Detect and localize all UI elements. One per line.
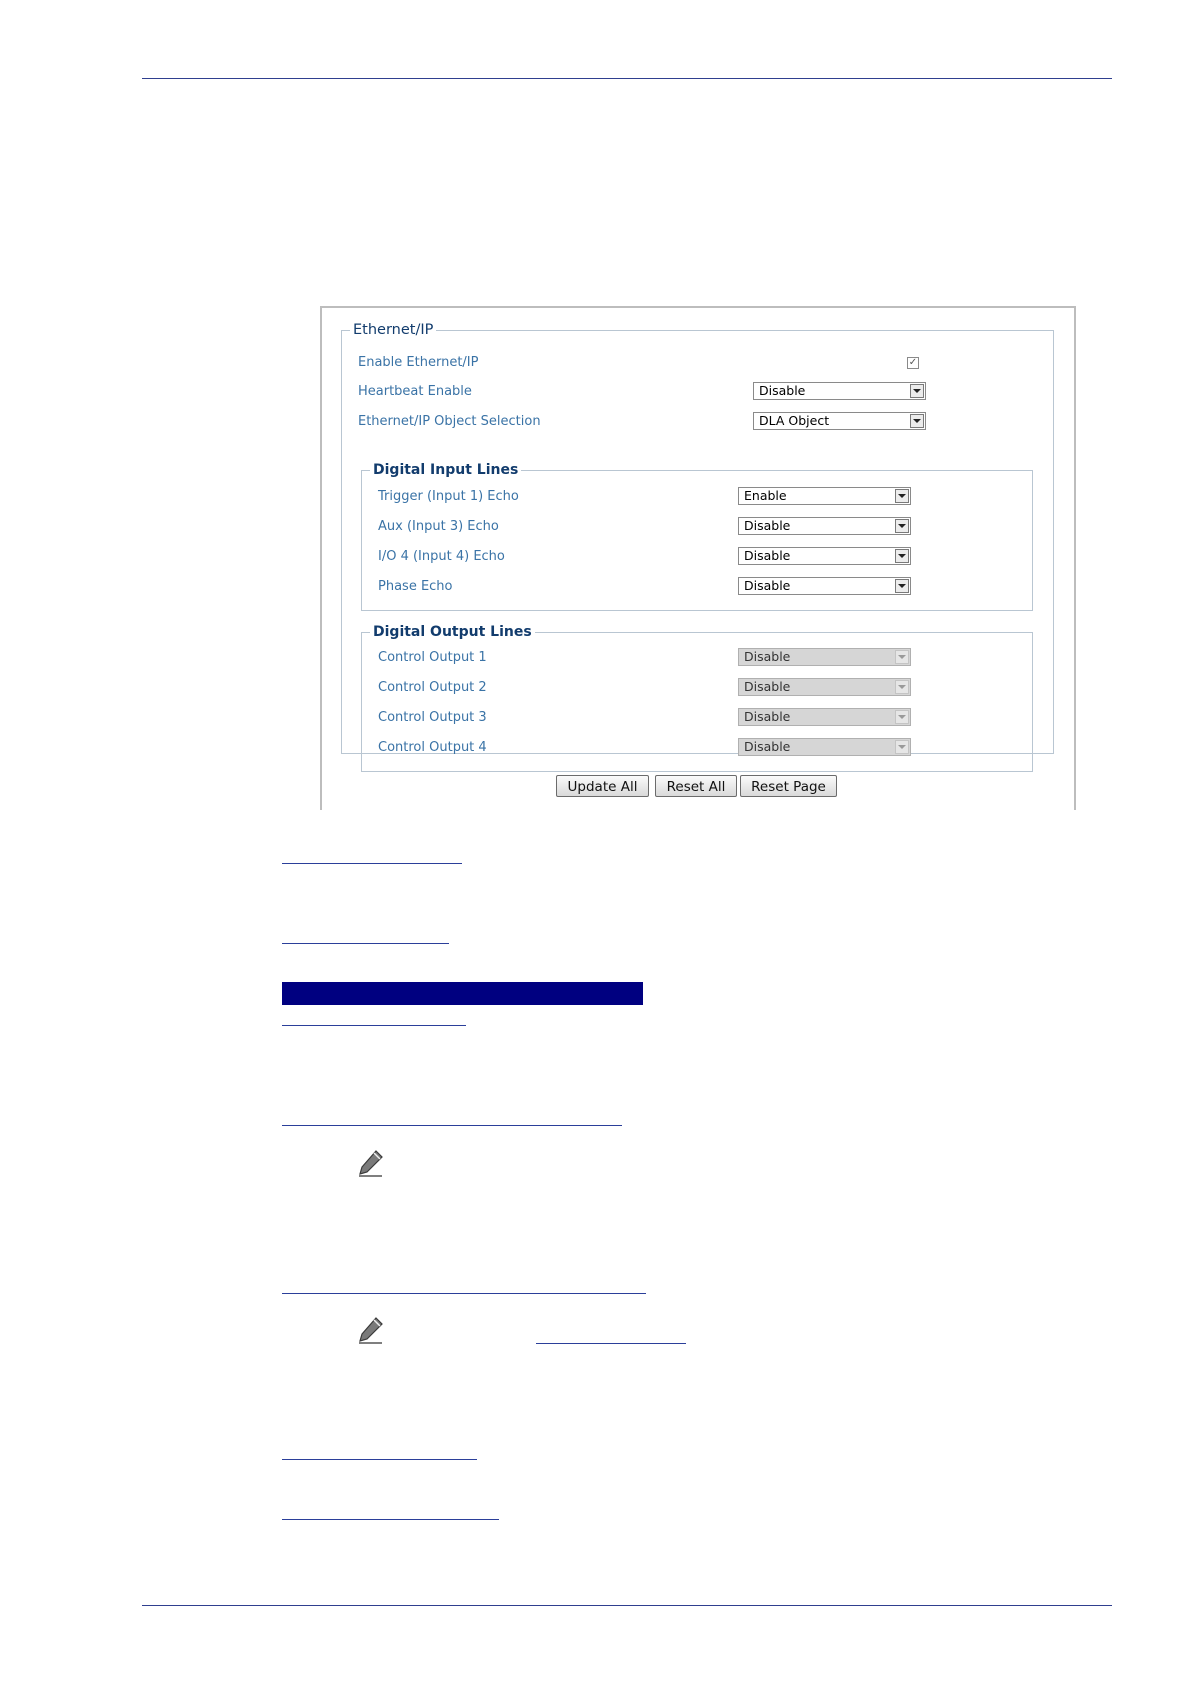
enable-ethernet-ip-checkbox[interactable]: ✓ [908, 357, 918, 368]
header-rule [142, 78, 1112, 79]
trigger-echo-label: Trigger (Input 1) Echo [378, 489, 519, 504]
link-underline[interactable] [536, 1343, 686, 1344]
heartbeat-enable-select[interactable] [753, 382, 926, 400]
digital-input-lines-group [361, 462, 1033, 611]
control-output-1-select [738, 648, 911, 666]
trigger-echo-value: Enable [744, 488, 787, 503]
control-output-4-select [738, 738, 911, 756]
io4-echo-label: I/O 4 (Input 4) Echo [378, 549, 505, 564]
aux-echo-value: Disable [744, 518, 791, 533]
section-underline [282, 1293, 646, 1294]
control-output-2-value: Disable [744, 679, 791, 694]
chevron-down-icon[interactable] [910, 384, 924, 398]
phase-echo-label: Phase Echo [378, 579, 453, 594]
control-output-2-select [738, 678, 911, 696]
chevron-down-icon[interactable] [910, 414, 924, 428]
chevron-down-icon [895, 650, 909, 664]
chevron-down-icon [895, 740, 909, 754]
digital-output-lines-legend: Digital Output Lines [373, 624, 532, 640]
chevron-down-icon [895, 680, 909, 694]
aux-echo-select[interactable] [738, 517, 911, 535]
ethernet-ip-legend: Ethernet/IP [353, 322, 434, 338]
object-selection-select[interactable] [753, 412, 926, 430]
control-output-3-label: Control Output 3 [378, 710, 487, 725]
heartbeat-enable-label: Heartbeat Enable [358, 384, 472, 399]
update-all-button[interactable]: Update All [556, 775, 649, 797]
object-selection-value: DLA Object [759, 413, 830, 428]
section-underline [282, 1125, 622, 1126]
digital-input-lines-legend: Digital Input Lines [373, 462, 519, 478]
reset-all-button[interactable]: Reset All [655, 775, 737, 797]
chevron-down-icon[interactable] [895, 549, 909, 563]
trigger-echo-select[interactable] [738, 487, 911, 505]
reset-page-button[interactable]: Reset Page [740, 775, 837, 797]
chevron-down-icon[interactable] [895, 579, 909, 593]
highlight-bar [282, 982, 643, 1005]
section-underline [282, 1519, 499, 1520]
chevron-down-icon [895, 710, 909, 724]
control-output-2-label: Control Output 2 [378, 680, 487, 695]
chevron-down-icon[interactable] [895, 489, 909, 503]
footer-rule [142, 1605, 1112, 1606]
aux-echo-label: Aux (Input 3) Echo [378, 519, 499, 534]
control-output-3-select [738, 708, 911, 726]
control-output-4-label: Control Output 4 [378, 740, 487, 755]
control-output-1-label: Control Output 1 [378, 650, 487, 665]
control-output-4-value: Disable [744, 739, 791, 754]
control-output-1-value: Disable [744, 649, 791, 664]
section-underline [282, 863, 462, 864]
phase-echo-select[interactable] [738, 577, 911, 595]
ethernet-ip-group [341, 322, 1054, 754]
section-underline [282, 1459, 477, 1460]
object-selection-label: Ethernet/IP Object Selection [358, 414, 541, 429]
section-underline [282, 943, 449, 944]
chevron-down-icon[interactable] [895, 519, 909, 533]
pencil-icon [356, 1315, 386, 1345]
enable-ethernet-ip-label: Enable Ethernet/IP [358, 355, 479, 370]
phase-echo-value: Disable [744, 578, 791, 593]
io4-echo-select[interactable] [738, 547, 911, 565]
digital-output-lines-group [361, 624, 1033, 772]
control-output-3-value: Disable [744, 709, 791, 724]
heartbeat-enable-value: Disable [759, 383, 806, 398]
pencil-icon [356, 1148, 386, 1178]
section-underline [282, 1025, 466, 1026]
io4-echo-value: Disable [744, 548, 791, 563]
ethernet-ip-settings-screenshot [320, 306, 1076, 810]
